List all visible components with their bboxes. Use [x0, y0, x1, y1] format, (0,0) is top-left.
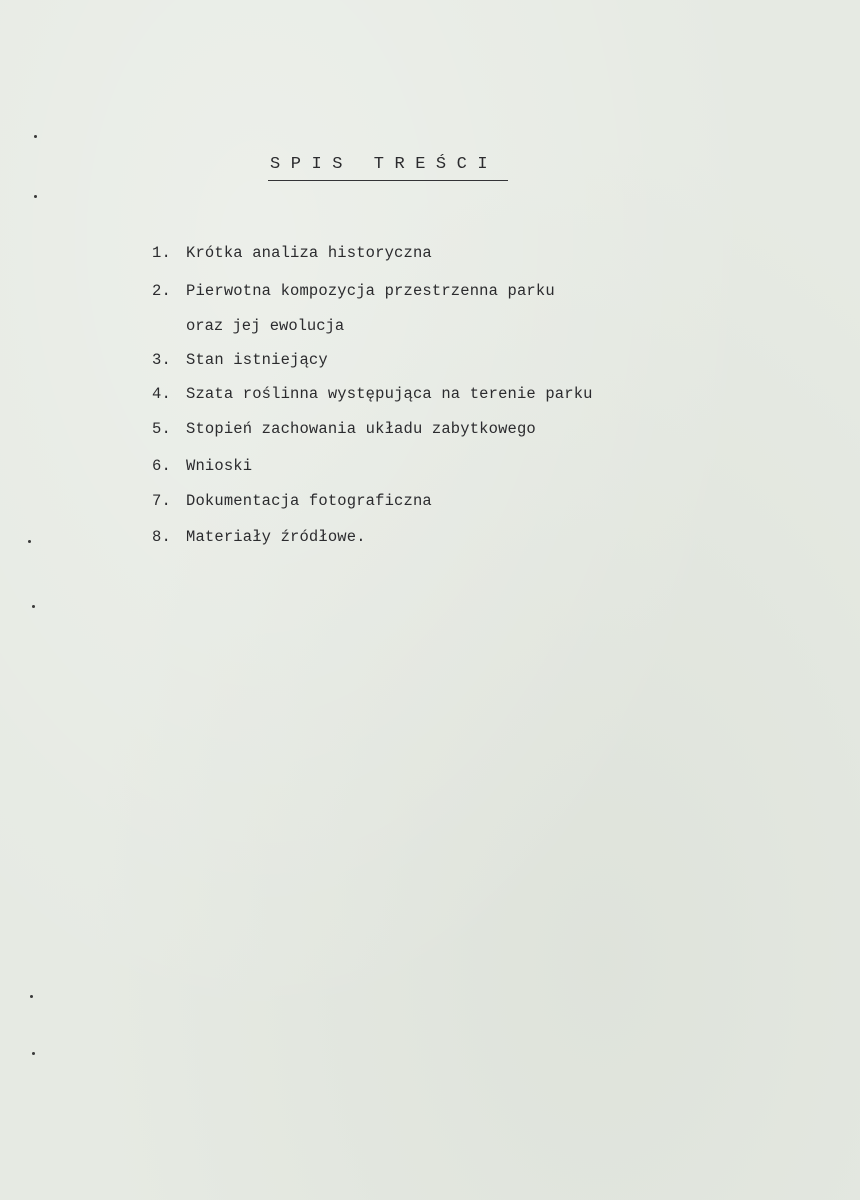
toc-item-text: Wnioski [186, 457, 253, 475]
toc-item [152, 420, 536, 438]
toc-item [152, 528, 366, 546]
punch-mark [34, 195, 37, 198]
toc-item-continuation: oraz jej ewolucja [186, 317, 345, 335]
toc-item-text: Pierwotna kompozycja przestrzenna parku [186, 282, 555, 300]
toc-item-number: 5. [152, 420, 171, 438]
toc-item-number: 6. [152, 457, 171, 475]
toc-item-number: 8. [152, 528, 171, 546]
toc-item-text: Krótka analiza historyczna [186, 244, 432, 262]
toc-item [152, 385, 593, 403]
punch-mark [34, 135, 37, 138]
punch-mark [32, 605, 35, 608]
toc-item-number: 4. [152, 385, 171, 403]
page-title: SPIS TREŚCI [270, 155, 499, 174]
toc-item-number: 1. [152, 244, 171, 262]
punch-mark [32, 1052, 35, 1055]
toc-item-number: 2. [152, 282, 171, 300]
toc-item-text: Dokumentacja fotograficzna [186, 492, 432, 510]
toc-item [152, 282, 555, 300]
toc-item-text: Materiały źródłowe. [186, 528, 366, 546]
toc-item [152, 244, 432, 262]
punch-mark [28, 540, 31, 543]
toc-item [152, 457, 252, 475]
toc-item [152, 351, 328, 369]
toc-item-text: Stan istniejący [186, 351, 328, 369]
toc-item [152, 492, 432, 510]
punch-mark [30, 995, 33, 998]
title-underline [268, 180, 508, 181]
toc-item-text: Stopień zachowania układu zabytkowego [186, 420, 536, 438]
toc-item-number: 3. [152, 351, 171, 369]
toc-item-number: 7. [152, 492, 171, 510]
toc-item-text: Szata roślinna występująca na terenie parku [186, 385, 593, 403]
